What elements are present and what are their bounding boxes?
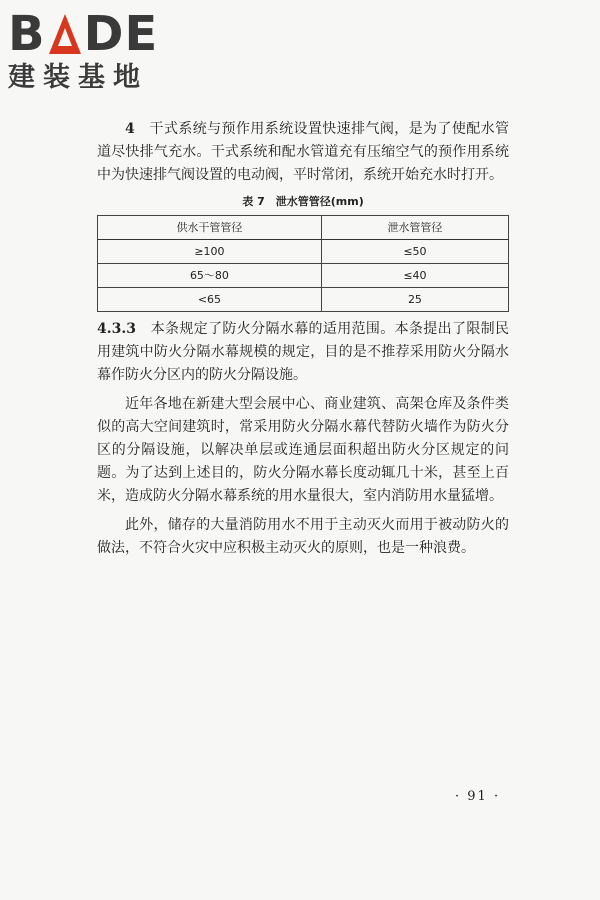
logo-letters-de: DE bbox=[83, 6, 159, 62]
table-row bbox=[98, 288, 509, 312]
table-cell: <65 bbox=[98, 288, 322, 312]
paragraph-4 bbox=[97, 118, 509, 187]
table-header-supply: 供水干管管径 bbox=[98, 216, 322, 240]
table-cell: ≤40 bbox=[321, 264, 508, 288]
page-content bbox=[97, 118, 509, 560]
page-number: · 91 · bbox=[455, 789, 501, 804]
clause-4-3-3 bbox=[97, 318, 509, 387]
logo-wordmark bbox=[8, 8, 198, 60]
table-row bbox=[98, 264, 509, 288]
table-caption: 表 7 泄水管管径(mm) bbox=[242, 195, 364, 208]
table-cell: ≥100 bbox=[98, 240, 322, 264]
paragraph-4-number: 4 bbox=[125, 121, 135, 137]
bade-logo bbox=[8, 8, 198, 94]
table-cell: ≤50 bbox=[321, 240, 508, 264]
logo-subtitle: 建装基地 bbox=[8, 62, 148, 93]
paragraph-4-text: 干式系统与预作用系统设置快速排气阀，是为了使配水管道尽快排气充水。干式系统和配水管道充有压缩空气的预作用系统中为快速排气阀设置的电动阀，平时常闭，系统开始充水时打开。 bbox=[97, 121, 510, 183]
table-header-row bbox=[98, 216, 509, 240]
table-cell: 65～80 bbox=[98, 264, 322, 288]
table-cell: 25 bbox=[321, 288, 508, 312]
table-row bbox=[98, 240, 509, 264]
clause-number: 4.3.3 bbox=[97, 321, 136, 337]
drain-pipe-table bbox=[97, 215, 509, 312]
paragraph-3: 此外，储存的大量消防用水不用于主动灭火而用于被动防火的做法，不符合火灾中应积极主动灭火的原则，也是一种浪费。 bbox=[97, 517, 509, 556]
logo-a-triangle-icon bbox=[48, 12, 82, 56]
clause-text: 本条规定了防火分隔水幕的适用范围。本条提出了限制民用建筑中防火分隔水幕规模的规定，目的是不推荐采用防火分隔水幕作防火分区内的防火分隔设施。 bbox=[97, 321, 510, 383]
table-header-drain: 泄水管管径 bbox=[321, 216, 508, 240]
logo-letter-b: B bbox=[8, 6, 46, 62]
paragraph-2: 近年各地在新建大型会展中心、商业建筑、高架仓库及条件类似的高大空间建筑时，常采用防火分隔水幕代替防火墙作为防火分区的分隔设施，以解决单层或连通层面积超出防火分区规定的问题。为了达到上述目的，防火分隔水幕长度动辄几十米，甚至上百米，造成防火分隔水幕系统的用水量很大，室内消防用水量猛增。 bbox=[97, 396, 509, 504]
